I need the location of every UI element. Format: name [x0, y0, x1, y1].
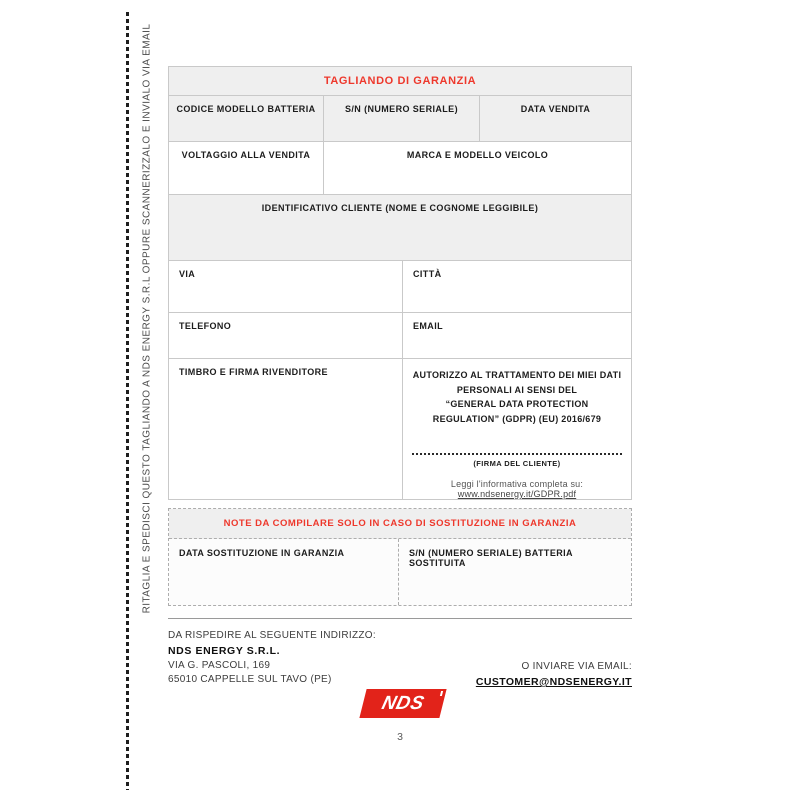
company-city: 65010 CAPPELLE SUL TAVO (PE) — [168, 673, 332, 685]
warranty-form — [168, 66, 632, 500]
field-codice-modello-batteria: CODICE MODELLO BATTERIA — [169, 96, 323, 141]
field-citta: CITTÀ — [402, 261, 631, 312]
cut-dashed-line — [126, 12, 129, 790]
nds-logo-tick — [440, 691, 443, 696]
footer-divider — [168, 618, 632, 619]
gdpr-link[interactable]: www.ndsenergy.it/GDPR.pdf — [457, 489, 577, 499]
form-row-vehicle — [169, 141, 631, 194]
field-numero-seriale: S/N (NUMERO SERIALE) — [323, 96, 479, 141]
replacement-note-section — [168, 508, 632, 606]
field-data-vendita: DATA VENDITA — [479, 96, 631, 141]
field-voltaggio: VOLTAGGIO ALLA VENDITA — [181, 150, 311, 160]
return-address-block — [168, 629, 376, 686]
field-email: EMAIL — [402, 313, 631, 358]
form-row-contact — [169, 312, 631, 358]
field-timbro-rivenditore: TIMBRO E FIRMA RIVENDITORE — [179, 367, 328, 377]
form-row-signature — [169, 358, 631, 499]
field-marca-modello: MARCA E MODELLO VEICOLO — [323, 142, 631, 194]
field-via: VIA — [179, 269, 196, 279]
field-sn-batteria-sostituita: S/N (NUMERO SERIALE) BATTERIA SOSTITUITA — [409, 548, 573, 568]
cut-instruction-text: RITAGLIA E SPEDISCI QUESTO TAGLIANDO A NDS ENERGY S.R.L OPPURE SCANNERIZZALO E INVIALO VIA EMAIL — [141, 23, 153, 614]
gdpr-informativa-text: Leggi l'informativa completa su: — [450, 479, 584, 489]
gdpr-consent-cell — [402, 359, 631, 499]
form-title-row — [169, 67, 631, 95]
email-contact-block — [476, 661, 632, 690]
field-telefono: TELEFONO — [179, 321, 232, 331]
nds-logo — [359, 689, 446, 718]
email-intro: O INVIARE VIA EMAIL: — [521, 661, 632, 672]
company-name: NDS ENERGY S.R.L. — [168, 644, 281, 657]
form-row-customer-id — [169, 194, 631, 260]
return-address-intro: DA RISPEDIRE AL SEGUENTE INDIRIZZO: — [168, 630, 376, 641]
note-title: NOTE DA COMPILARE SOLO IN CASO DI SOSTITUZIONE IN GARANZIA — [169, 509, 631, 539]
page-number: 3 — [397, 731, 403, 743]
nds-logo-text: NDS — [379, 692, 427, 714]
form-row-address — [169, 260, 631, 312]
form-row-battery — [169, 95, 631, 141]
signature-label: (FIRMA DEL CLIENTE) — [473, 459, 561, 468]
field-data-sostituzione: DATA SOSTITUZIONE IN GARANZIA — [169, 539, 399, 605]
field-identificativo-cliente: IDENTIFICATIVO CLIENTE (NOME E COGNOME LEGGIBILE) — [169, 195, 631, 260]
gdpr-consent-text: AUTORIZZO AL TRATTAMENTO DEI MIEI DATI PERSONALI AI SENSI DEL “GENERAL DATA PROTECTION REGULATION” (GDPR) (EU) 2016/679 — [412, 370, 622, 424]
signature-line — [412, 453, 622, 455]
note-fields-row — [169, 539, 631, 605]
form-title: TAGLIANDO DI GARANZIA — [169, 67, 631, 95]
company-street: VIA G. PASCOLI, 169 — [168, 660, 271, 671]
email-link[interactable]: CUSTOMER@NDSENERGY.IT — [475, 676, 632, 688]
